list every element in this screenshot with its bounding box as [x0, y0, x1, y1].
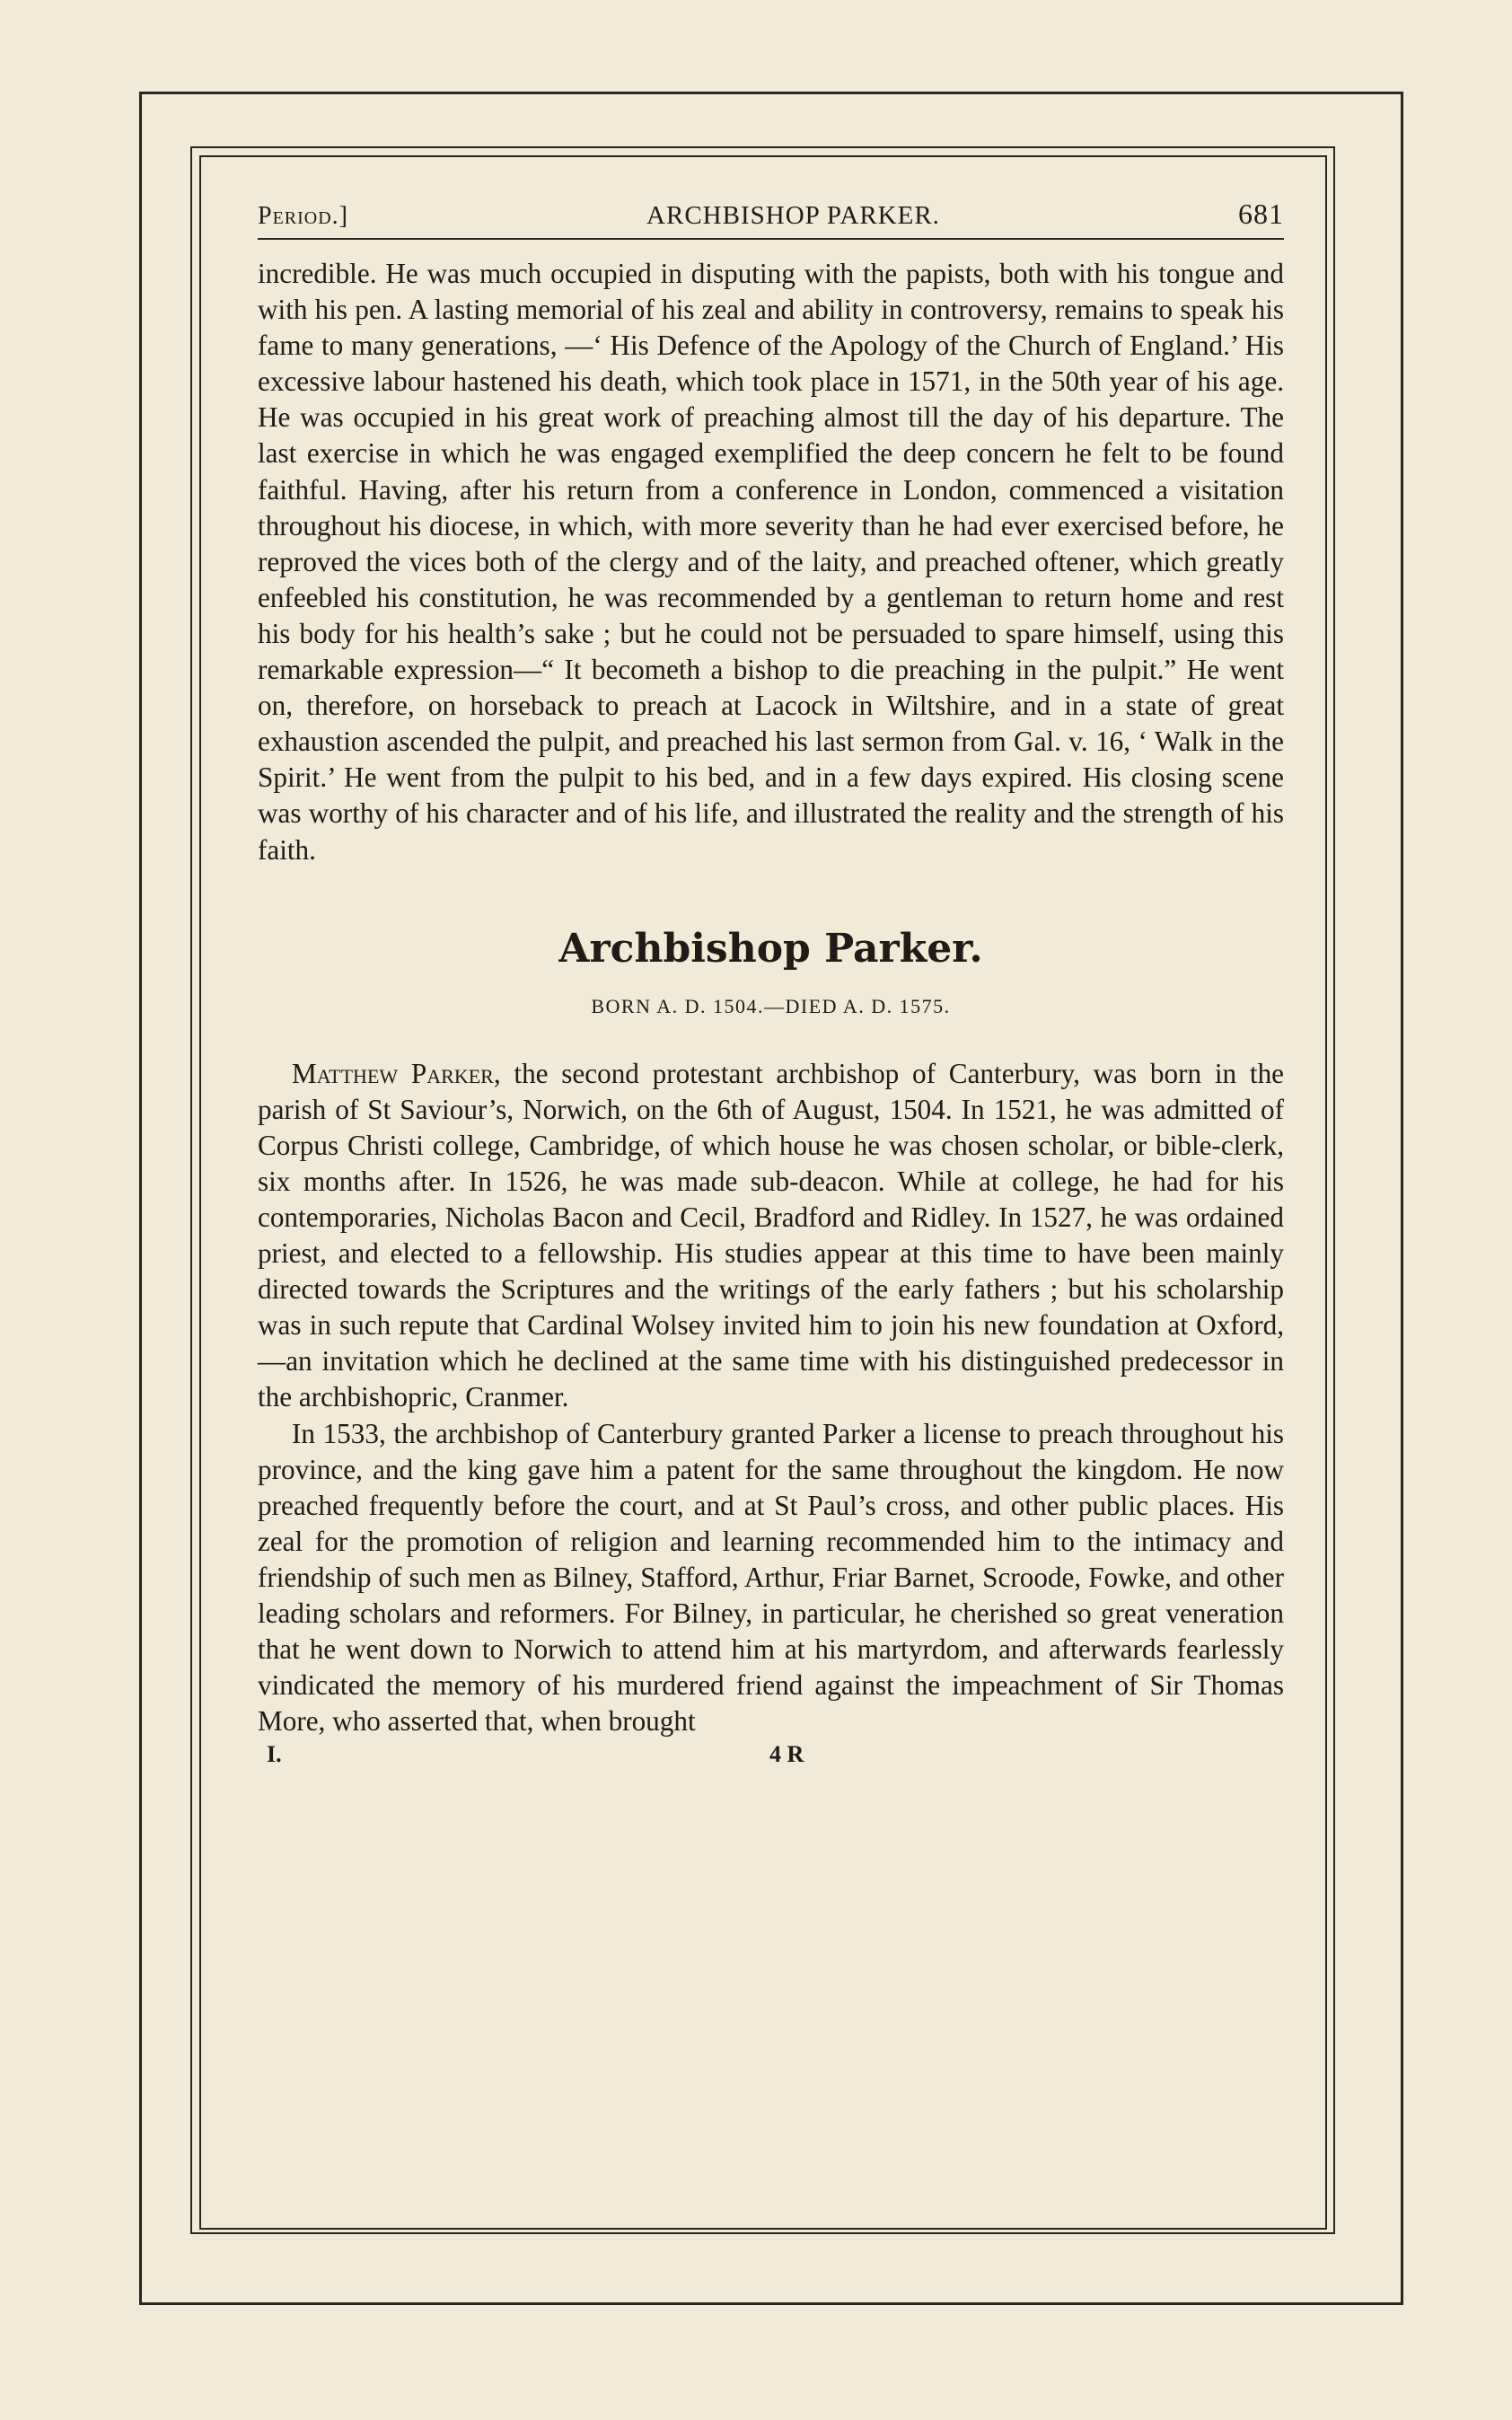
- paragraph-2-lead: Matthew Parker,: [292, 1057, 501, 1089]
- paragraph-2: [258, 1056, 1284, 1416]
- running-head: [258, 198, 1284, 240]
- page-text-block: [258, 198, 1284, 1768]
- running-head-title: ARCHBISHOP PARKER.: [646, 201, 940, 230]
- section-heading: Archbishop Parker.: [558, 925, 983, 972]
- running-head-left: Period.]: [258, 202, 348, 230]
- dates-line: BORN A. D. 1504.—DIED A. D. 1575.: [591, 994, 951, 1017]
- gathering-signature: 4 R: [769, 1741, 804, 1768]
- volume-signature: I.: [267, 1741, 282, 1768]
- paragraph-1: incredible. He was much occupied in disputing with the papists, both with his tongue and with his pen. A lasting memorial of his zeal and ability in controversy, remains to speak his fame to many generations, —‘ His Defence of the Apology of the Church of England.’ His excessive labour hastened his death, which took place in 1571, in the 50th year of his age. He was occupied in his great work of preaching almost till the day of his departure. The last exercise in which he was engaged exemplified the deep concern he felt to be found faithful. Having, after his return from a conference in London, commenced a visitation throughout his diocese, in which, with more severity than he had ever exercised before, he reproved the vices both of the clergy and of the laity, and preached oftener, which greatly enfeebled his constitution, he was recommended by a gentleman to return home and rest his body for his health’s sake ; but he could not be persuaded to spare himself, using this remarkable expression—“ It becometh a bishop to die preaching in the pulpit.” He went on, therefore, on horseback to preach at Lacock in Wiltshire, and in a state of great exhaustion ascended the pulpit, and preached his last sermon from Gal. v. 16, ‘ Walk in the Spirit.’ He went from the pulpit to his bed, and in a few days expired. His closing scene was worthy of his character and of his life, and illustrated the reality and the strength of his faith.: [258, 258, 1284, 866]
- page-number: 681: [1237, 198, 1284, 230]
- paragraph-3: In 1533, the archbishop of Canterbury granted Parker a license to preach throughout his province, and the king gave him a patent for the same throughout the kingdom. He now preached frequently before the court, and at St Paul’s cross, and other public places. His zeal for the promotion of religion and learning recommended him to the intimacy and friendship of such men as Bilney, Stafford, Arthur, Friar Barnet, Scroode, Fowke, and other leading scholars and reformers. For Bilney, in particular, he cherished so great veneration that he went down to Norwich to attend him at his martyrdom, and afterwards fearlessly vindicated the memory of his murdered friend against the impeachment of Sir Thomas More, who asserted that, when brought: [258, 1417, 1284, 1738]
- paragraph-2-rest: the second protestant archbishop of Canterbury, was born in the parish of St Saviour’s, Norwich, on the 6th of August, 1504. In 1521, he was admitted of Corpus Christi college, Cambridge, of which house he was chosen scholar, or bible-clerk, six months after. In 1526, he was made sub-deacon. While at college, he had for his contemporaries, Nicholas Bacon and Cecil, Bradford and Ridley. In 1527, he was ordained priest, and elected to a fellowship. His studies appear at this time to have been mainly directed towards the Scriptures and the writings of the early fathers ; but his scholarship was in such repute that Cardinal Wolsey invited him to join his new foundation at Oxford,—an invitation which he declined at the same time with his distinguished predecessor in the archbishopric, Cranmer.: [258, 1057, 1285, 1413]
- footer-signatures: [258, 1741, 1284, 1768]
